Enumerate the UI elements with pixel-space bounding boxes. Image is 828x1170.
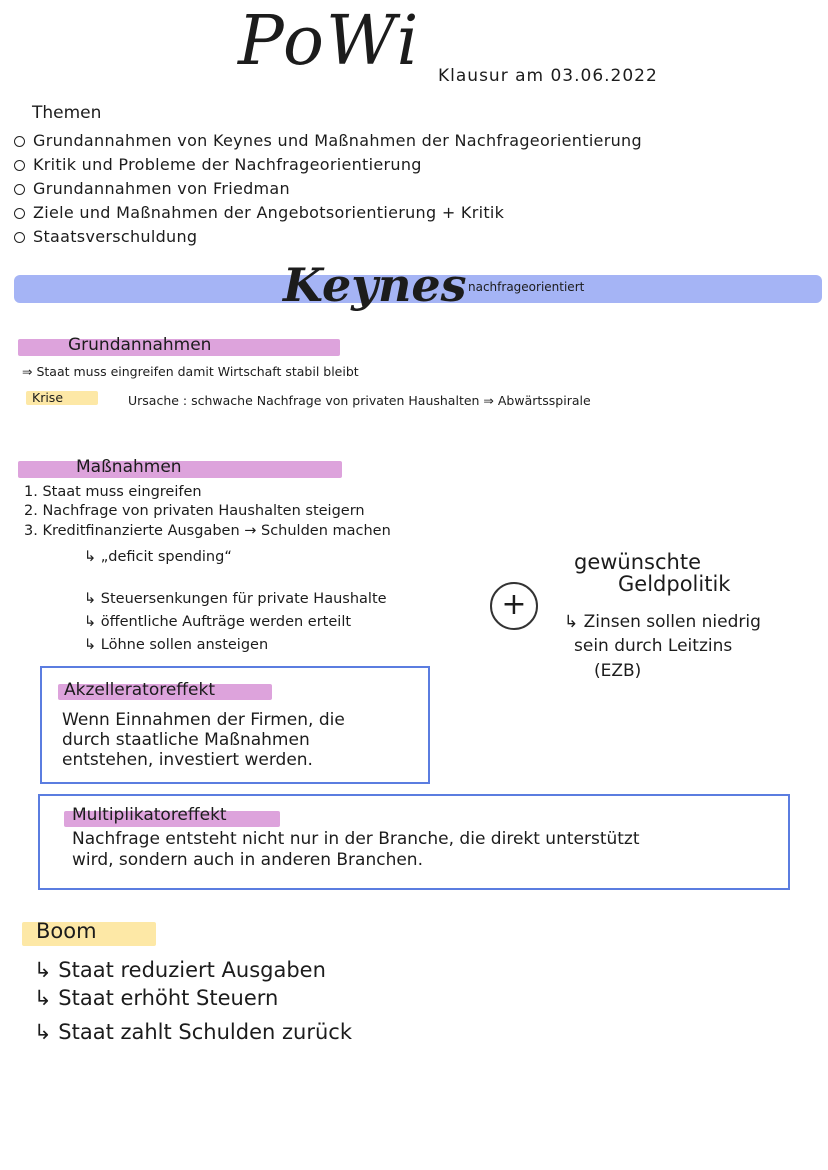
keynes-subtitle: nachfrageorientiert [468,280,585,294]
multiplikator-line: Nachfrage entsteht nicht nur in der Branche, die direkt unterstützt [72,829,640,849]
massnahmen-subitem: ↳ „deficit spending“ [84,549,232,565]
geldpolitik-title-line2: Geldpolitik [618,572,731,596]
geldpolitik-line: sein durch Leitzins [574,636,733,656]
akzellerator-line: entstehen, investiert werden. [62,750,313,770]
grundannahmen-line: ⇒ Staat muss eingreifen damit Wirtschaft stabil bleibt [22,364,359,379]
bullet-icon [14,208,25,219]
geldpolitik-title-line1: gewünschte [574,550,701,574]
boom-heading: Boom [36,919,97,943]
massnahmen-item: 2. Nachfrage von privaten Haushalten steigern [24,503,365,519]
bullet-icon [14,232,25,243]
topic-item: Ziele und Maßnahmen der Angebotsorientierung + Kritik [14,203,504,222]
multiplikator-line: wird, sondern auch in anderen Branchen. [72,850,423,870]
bullet-icon [14,184,25,195]
massnahmen-subitem: ↳ Löhne sollen ansteigen [84,637,269,653]
grundannahmen-heading: Grundannahmen [68,335,212,355]
geldpolitik-line: (EZB) [594,661,642,681]
bullet-icon [14,160,25,171]
plus-icon: + [490,582,538,630]
massnahmen-subitem: ↳ Steuersenkungen für private Haushalte [84,591,387,607]
themen-heading: Themen [32,103,102,123]
multiplikator-heading: Multiplikatoreffekt [72,805,227,825]
massnahmen-heading: Maßnahmen [76,457,182,477]
akzellerator-line: Wenn Einnahmen der Firmen, die [62,710,345,730]
akzellerator-line: durch staatliche Maßnahmen [62,730,310,750]
krise-text: Ursache : schwache Nachfrage von privaten Haushalten ⇒ Abwärtsspirale [128,393,591,408]
krise-label: Krise [32,390,64,405]
boom-item: ↳ Staat erhöht Steuern [34,986,279,1010]
topic-item: Kritik und Probleme der Nachfrageorientierung [14,155,422,174]
geldpolitik-line: ↳ Zinsen sollen niedrig [564,612,761,632]
boom-item: ↳ Staat reduziert Ausgaben [34,958,326,982]
massnahmen-item: 1. Staat muss eingreifen [24,484,202,500]
massnahmen-item: 3. Kreditfinanzierte Ausgaben → Schulden machen [24,523,391,539]
bullet-icon [14,136,25,147]
boom-item: ↳ Staat zahlt Schulden zurück [34,1020,352,1044]
topic-item: Staatsverschuldung [14,227,197,246]
massnahmen-subitem: ↳ öffentliche Aufträge werden erteilt [84,614,352,630]
akzellerator-heading: Akzelleratoreffekt [64,680,215,700]
exam-date: Klausur am 03.06.2022 [438,66,658,86]
topic-item: Grundannahmen von Keynes und Maßnahmen der Nachfrageorientierung [14,131,642,150]
topic-item: Grundannahmen von Friedman [14,179,290,198]
page-title: PoWi [238,2,421,81]
keynes-title: Keynes [283,258,467,312]
